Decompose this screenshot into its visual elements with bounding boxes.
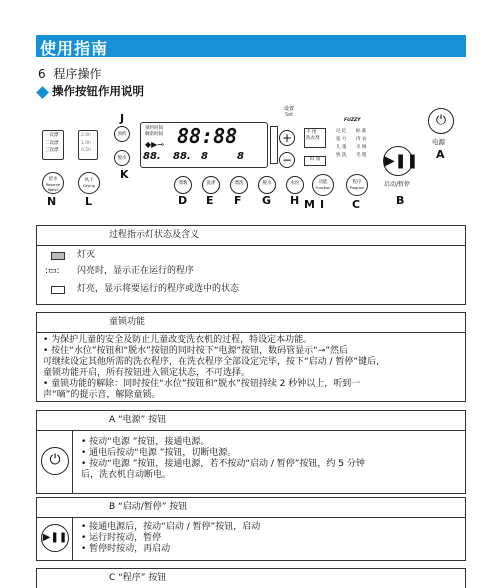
light-on-text: 灯亮，显示将要运行的程序或选中的状态 (77, 284, 240, 294)
light-off-icon (51, 252, 65, 260)
brand-logo: FUZZY (344, 118, 361, 123)
program-box-title: C “程序” 按钮 (37, 569, 465, 588)
plus-button[interactable]: + (279, 130, 295, 146)
label-M: M (304, 198, 315, 211)
power-icon: ⏻ (435, 113, 447, 128)
hold-indicator: 洱 屆 (304, 156, 326, 166)
label-G: G (262, 194, 272, 207)
label-H: H (290, 194, 300, 207)
title-banner (36, 35, 466, 57)
child-lock-body: • 为保护儿童的安全及防止儿童改变洗衣机的过程，特设定本功能。 • 按住“水位”按钮和“脱水”按钮的同时按下“电源”按钮，数码管显示“⊸”然后 可继续设定其他所需的洗衣程序，在洗衣程序全部设定完毕，按下“启动 / 暂停”键后, 童锁功能开启，所有按钮进入锁定状态，不可选择。 • 童锁功能的解除：同时按住“水位”按钮和“脱水”按钮持续 2 秒钟以上，听到一 声“嘀”的提示音，解除童锁。 (43, 335, 379, 400)
light-on-icon (51, 286, 65, 294)
power-box-title: A “电源” 按钮 (37, 411, 465, 431)
play-pause-icon: ▶❚❚ (384, 153, 419, 169)
label-J: J (120, 112, 125, 125)
power-icon: ⏻ (41, 447, 69, 475)
child-lock-box (36, 312, 466, 402)
start-pause-box (36, 497, 466, 561)
minus-button[interactable]: − (279, 152, 295, 168)
label-C: C (352, 198, 361, 211)
section-heading (38, 65, 101, 82)
wash-button[interactable]: 洗涤 (202, 176, 220, 194)
power-box-body: • 按动“电源 ”按钮，接通电源。 • 通电后按动“电源 ”按钮，切断电源。 • 按动“电源 ”按钮，接通电源，若不按动“启动 / 暂停”按钮，约 5 分钟 后，洗衣机自动断电。 (81, 437, 365, 480)
settings-label: 设置 Set (283, 106, 294, 118)
reserve-water-button[interactable]: 留水 Reserve Water (42, 172, 64, 194)
soak-button[interactable]: 漂数 (174, 176, 192, 194)
no-detergent-indicator: 不 用 洗衣剂 (304, 128, 326, 148)
rinse-button[interactable]: 漂洗 (230, 176, 248, 194)
power-button-box (36, 410, 466, 494)
start-pause-icon-cell (37, 518, 73, 560)
label-K: K (120, 168, 129, 181)
play-pause-icon: ▶❚❚ (41, 524, 69, 552)
program-list-2: 标 准 内 衣 羊 绒 毛 毯 (356, 129, 367, 158)
start-pause-box-title: B “启动/暂停” 按钮 (37, 498, 465, 518)
indicator-box-title: 过程指示灯状态及含义 (37, 226, 465, 246)
program-list: 记 忆 弦 力 儿 童 快 洗 (336, 129, 347, 158)
page-title: 使用指南 (40, 39, 109, 58)
light-off-text: 灯灭 (77, 250, 96, 260)
label-N: N (47, 195, 57, 208)
rinse-count-indicators: 一次漂 二次漂 三次漂 (42, 130, 64, 160)
function-button[interactable]: 功能 Function (312, 174, 334, 196)
power-icon-cell (37, 431, 73, 493)
label-I: I (320, 198, 325, 211)
section-title: 程序操作 (53, 67, 102, 81)
label-A: A (436, 148, 445, 161)
subsection-title: 操作按钮作用说明 (52, 84, 144, 98)
label-E: E (206, 194, 214, 207)
control-panel (36, 106, 466, 212)
spin-button[interactable]: 脱水 (258, 176, 276, 194)
label-D: D (178, 194, 188, 207)
soak-time-indicators: 2.0h 1.0h 0.5h (78, 130, 98, 160)
start-pause-button[interactable] (383, 146, 419, 176)
lcd-display: 预约时间 剩余时间 88:88 ◆▶⊸ 88. 88. 8 8 (140, 122, 268, 168)
label-F: F (234, 194, 242, 207)
program-button-box (36, 568, 466, 588)
spin-small-button[interactable]: 脱水 (114, 150, 130, 166)
start-pause-box-body: • 接通电源后，按动“启动 / 暂停”按钮，启动 • 运行时按动，暂停 • 暂停时按动，再启动 (81, 522, 261, 554)
section-number: 6 (38, 67, 46, 81)
power-label: 电源 (432, 138, 445, 146)
light-blink-icon: :▭: (45, 266, 60, 276)
lock-icon: ◆▶⊸ (145, 140, 165, 149)
indicator-status-box (36, 225, 466, 305)
light-blink-text: 闪亮时，显示正在运行的程序 (77, 266, 195, 276)
level-bar (270, 126, 278, 164)
diamond-bullet-icon (36, 86, 49, 99)
power-button[interactable] (428, 108, 454, 134)
water-level-button[interactable]: 水位 (286, 176, 304, 194)
reserve-button[interactable]: 预约 (114, 126, 130, 142)
drying-button[interactable]: 风干 Drying (78, 172, 100, 194)
start-pause-label: 启动/暂停 (384, 181, 411, 188)
program-button[interactable]: 程序 Program (346, 174, 368, 196)
label-L: L (85, 195, 93, 208)
label-B: B (396, 194, 405, 207)
child-lock-title: 童锁功能 (37, 313, 465, 333)
